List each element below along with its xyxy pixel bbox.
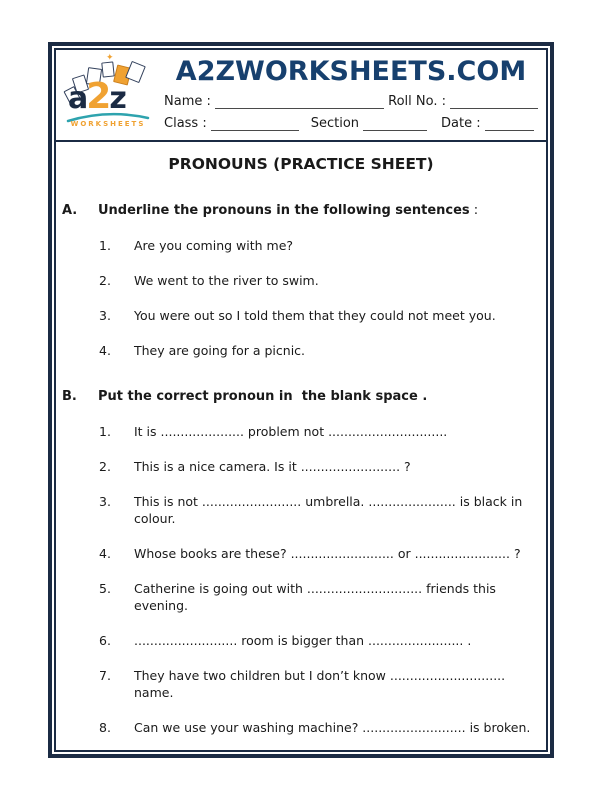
item-number: 4. xyxy=(99,343,111,358)
item-number: 3. xyxy=(99,494,111,509)
header-right xyxy=(156,54,540,132)
class-label: Class : xyxy=(164,116,207,131)
exercise-item xyxy=(62,580,540,614)
section-heading-text: Put the correct pronoun in the blank space . xyxy=(98,389,428,404)
header xyxy=(56,50,546,142)
worksheet-title: PRONOUNS (PRACTICE SHEET) xyxy=(168,155,434,173)
logo-caption: WORKSHEETS xyxy=(70,120,146,128)
worksheet-outer-border xyxy=(48,42,554,758)
item-text: Can we use your washing machine? .......................... is broken. xyxy=(134,720,531,735)
section-letter: A. xyxy=(62,203,78,218)
sparkle-icon: ✦ xyxy=(106,53,114,63)
item-number: 1. xyxy=(99,424,111,439)
roll-label: Roll No. : xyxy=(388,94,446,109)
name-roll-row xyxy=(164,94,538,109)
section-blank-line xyxy=(363,117,427,131)
item-number: 5. xyxy=(99,581,111,596)
section-label: Section xyxy=(310,116,360,131)
item-text: Catherine is going out with ............................. friends this evening. xyxy=(134,581,500,613)
item-number: 3. xyxy=(99,308,111,323)
item-text: You were out so I told them that they could not meet you. xyxy=(134,308,496,323)
date-blank-line xyxy=(485,117,534,131)
roll-blank-line xyxy=(450,95,538,109)
class-section-date-row xyxy=(164,116,538,131)
item-text: It is ..................... problem not .............................. xyxy=(134,424,448,439)
name-label: Name : xyxy=(164,94,211,109)
site-title: A2ZWORKSHEETS.COM xyxy=(175,56,527,87)
exercise-item xyxy=(62,342,540,359)
exercise-item xyxy=(62,458,540,475)
item-text: This is a nice camera. Is it ......................... ? xyxy=(134,459,411,474)
section-letter: B. xyxy=(62,389,77,404)
logo-digit-2: 2 xyxy=(86,76,110,117)
exercise-item xyxy=(62,237,540,254)
section-heading-text: Underline the pronouns in the following sentences : xyxy=(98,203,479,218)
exercise-item xyxy=(62,667,540,701)
item-text: .......................... room is bigger than ........................ . xyxy=(134,633,472,648)
section-a-heading xyxy=(62,202,540,219)
item-number: 7. xyxy=(99,668,111,683)
worksheet-inner-border xyxy=(54,48,548,752)
exercise-item xyxy=(62,493,540,527)
item-text: They are going for a picnic. xyxy=(134,343,306,358)
item-text: We went to the river to swim. xyxy=(134,273,319,288)
exercise-item xyxy=(62,545,540,562)
item-number: 4. xyxy=(99,546,111,561)
exercise-item xyxy=(62,423,540,440)
item-number: 2. xyxy=(99,273,111,288)
logo-letter-z: z xyxy=(109,81,125,116)
name-blank-line xyxy=(215,95,384,109)
item-text: Whose books are these? .......................... or ........................ ? xyxy=(134,546,521,561)
item-number: 8. xyxy=(99,720,111,735)
item-number: 1. xyxy=(99,238,111,253)
exercise-item xyxy=(62,632,540,649)
class-blank-line xyxy=(211,117,299,131)
item-number: 6. xyxy=(99,633,111,648)
item-text: This is not ......................... umbrella. ...................... is black in colour. xyxy=(134,494,527,526)
section-b-heading xyxy=(62,388,540,405)
item-text: Are you coming with me? xyxy=(134,238,294,253)
exercise-item xyxy=(62,719,540,736)
exercise-item xyxy=(62,272,540,289)
item-number: 2. xyxy=(99,459,111,474)
a2z-logo xyxy=(60,54,156,134)
logo-letter-a: a xyxy=(68,81,87,116)
exercise-item xyxy=(62,307,540,324)
worksheet-body xyxy=(56,155,546,736)
date-label: Date : xyxy=(441,116,481,131)
item-text: They have two children but I don’t know ............................. name. xyxy=(134,668,510,700)
